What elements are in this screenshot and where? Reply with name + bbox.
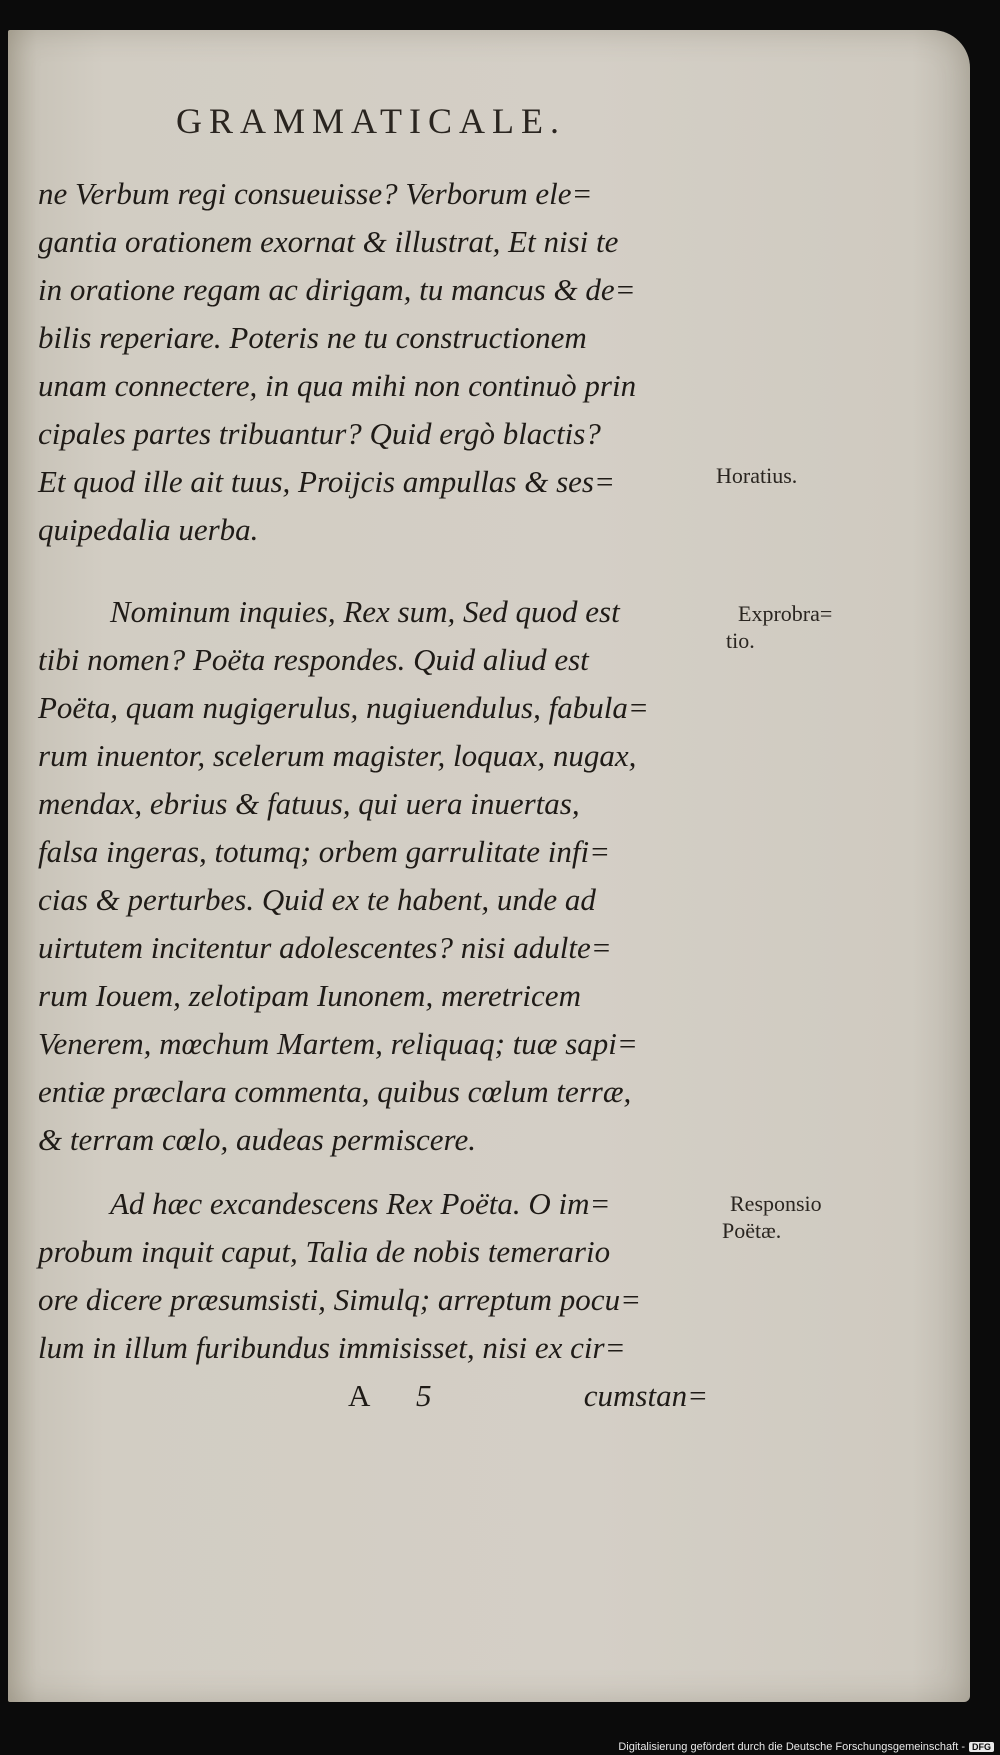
paragraph-3 [38, 1180, 718, 1372]
text-line: rum inuentor, scelerum magister, loquax, nugax, [38, 738, 637, 773]
text-line: unam connectere, in qua mihi non continuò prin [38, 368, 637, 403]
text-line: lum in illum furibundus immisisset, nisi ex cir= [38, 1330, 626, 1365]
marginal-note-line: Responsio [730, 1191, 822, 1216]
text-line: entiæ præclara commenta, quibus cœlum terræ, [38, 1074, 632, 1109]
text-line: Venerem, mœchum Martem, reliquaq; tuæ sapi= [38, 1026, 638, 1061]
text-line: ore dicere præsumsisti, Simulq; arreptum pocu= [38, 1282, 641, 1317]
signature-mark: A [348, 1378, 371, 1413]
marginal-note-line: tio. [726, 628, 755, 653]
text-line: rum Iouem, zelotipam Iunonem, meretricem [38, 978, 581, 1013]
text-line: in oratione regam ac dirigam, tu mancus & de= [38, 272, 636, 307]
book-page [8, 30, 970, 1702]
text-line: cias & perturbes. Quid ex te habent, unde ad [38, 882, 596, 917]
signature-number: 5 [416, 1378, 432, 1413]
text-line: Nominum inquies, Rex sum, Sed quod est [110, 594, 620, 629]
marginal-note-exprobratio [726, 600, 833, 654]
digitization-credit [618, 1741, 994, 1753]
paragraph-2 [38, 588, 718, 1164]
text-line: probum inquit caput, Talia de nobis temerario [38, 1234, 611, 1269]
text-line: uirtutem incitentur adolescentes? nisi adulte= [38, 930, 612, 965]
text-line: quipedalia uerba. [38, 512, 259, 547]
text-line: bilis reperiare. Poteris ne tu constructionem [38, 320, 587, 355]
marginal-note-line: Poëtæ. [722, 1218, 782, 1243]
dfg-logo: DFG [969, 1742, 994, 1752]
marginal-note-line: Exprobra= [738, 601, 833, 626]
text-line: mendax, ebrius & fatuus, qui uera inuertas, [38, 786, 580, 821]
marginal-note-horatius [716, 462, 797, 489]
credit-text: Digitalisierung gefördert durch die Deutsche Forschungsgemeinschaft - [618, 1741, 965, 1753]
marginal-note-line: Horatius. [716, 463, 798, 488]
text-line: falsa ingeras, totumq; orbem garrulitate infi= [38, 834, 611, 869]
text-line: tibi nomen? Poëta respondes. Quid aliud est [38, 642, 589, 677]
text-line: & terram cœlo, audeas permiscere. [38, 1122, 476, 1157]
text-line: Et quod ille ait tuus, Proijcis ampullas & ses= [38, 464, 615, 499]
catchword: cumstan= [583, 1378, 708, 1413]
catchline [338, 1372, 718, 1420]
text-line: Poëta, quam nugigerulus, nugiuendulus, fabula= [38, 690, 649, 725]
text-line: gantia orationem exornat & illustrat, Et nisi te [38, 224, 619, 259]
text-line: ne Verbum regi consueuisse? Verborum ele= [38, 176, 593, 211]
text-line: cipales partes tribuantur? Quid ergò blactis? [38, 416, 601, 451]
paragraph-1 [38, 170, 718, 554]
running-head: GRAMMATICALE. [176, 101, 567, 141]
marginal-note-responsio [722, 1190, 822, 1244]
text-line: Ad hæc excandescens Rex Poëta. O im= [110, 1186, 611, 1221]
